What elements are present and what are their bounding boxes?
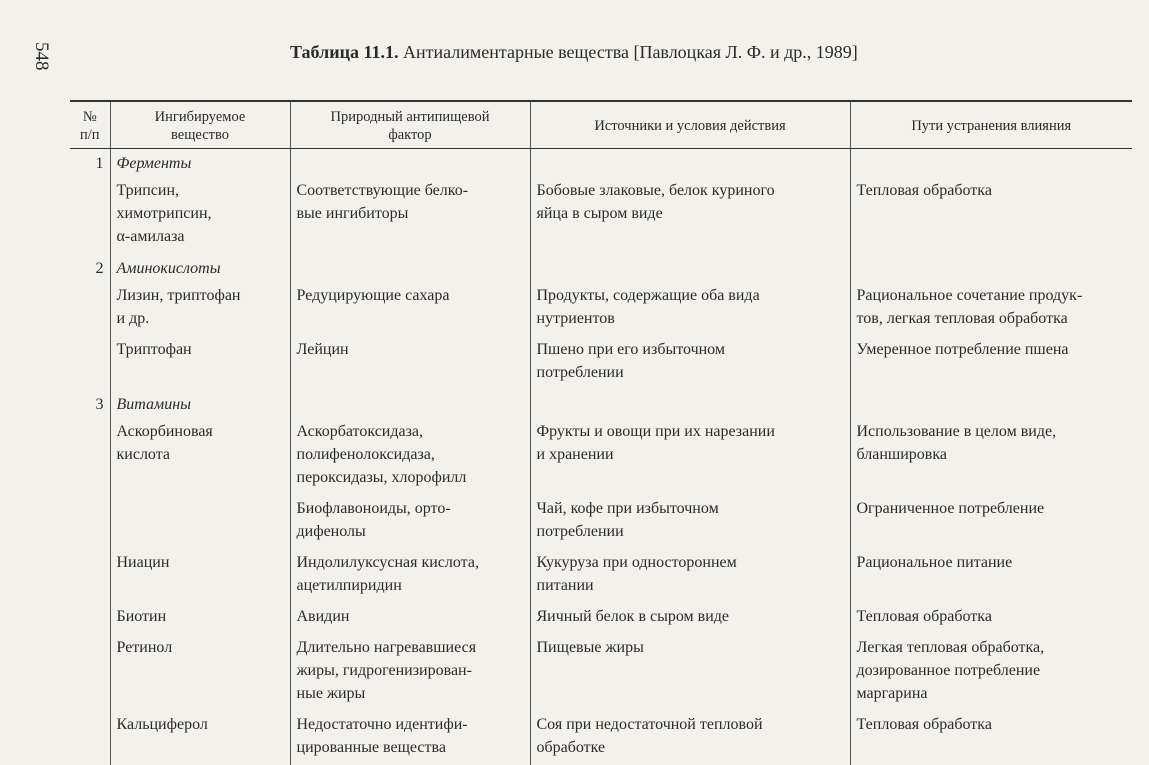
cell-source: Фрукты и овощи при их нарезании и хранении bbox=[530, 418, 850, 495]
cell-source: Пшено при его избыточном потреблении bbox=[530, 336, 850, 390]
empty-cell bbox=[530, 254, 850, 282]
cell-source: Яичный белок в сыром виде bbox=[530, 603, 850, 634]
empty-cell bbox=[70, 418, 110, 495]
empty-cell bbox=[70, 603, 110, 634]
cell-remedy: Ограниченное потребление bbox=[850, 495, 1132, 549]
empty-cell bbox=[290, 149, 530, 178]
group-row bbox=[70, 254, 1132, 282]
cell-remedy: Рациональное питание bbox=[850, 549, 1132, 603]
cell-substance: Кальциферол bbox=[110, 711, 290, 765]
page-number: 548 bbox=[30, 42, 52, 71]
cell-remedy: Рациональное сочетание продук- тов, легкая тепловая обработка bbox=[850, 282, 1132, 336]
table-row bbox=[70, 418, 1132, 495]
cell-substance: Ниацин bbox=[110, 549, 290, 603]
table-row bbox=[70, 634, 1132, 711]
empty-cell bbox=[850, 149, 1132, 178]
empty-cell bbox=[70, 549, 110, 603]
cell-substance bbox=[110, 495, 290, 549]
empty-cell bbox=[850, 390, 1132, 418]
cell-source: Бобовые злаковые, белок куриного яйца в сыром виде bbox=[530, 177, 850, 254]
group-number: 2 bbox=[70, 254, 110, 282]
table-row bbox=[70, 495, 1132, 549]
table-row bbox=[70, 549, 1132, 603]
cell-remedy: Использование в целом виде, бланшировка bbox=[850, 418, 1132, 495]
empty-cell bbox=[290, 390, 530, 418]
empty-cell bbox=[70, 177, 110, 254]
column-header-substance: Ингибируемое вещество bbox=[110, 101, 290, 149]
column-header-source: Источники и условия действия bbox=[530, 101, 850, 149]
column-header-remedy: Пути устранения влияния bbox=[850, 101, 1132, 149]
group-title: Аминокислоты bbox=[110, 254, 290, 282]
empty-cell bbox=[70, 336, 110, 390]
cell-factor: Биофлавоноиды, орто- дифенолы bbox=[290, 495, 530, 549]
cell-factor: Недостаточно идентифи- цированные вещества bbox=[290, 711, 530, 765]
cell-remedy: Легкая тепловая обработка, дозированное потребление маргарина bbox=[850, 634, 1132, 711]
cell-remedy: Тепловая обработка bbox=[850, 603, 1132, 634]
column-header-factor: Природный антипищевой фактор bbox=[290, 101, 530, 149]
group-title: Витамины bbox=[110, 390, 290, 418]
cell-substance: Триптофан bbox=[110, 336, 290, 390]
cell-factor: Индолилуксусная кислота, ацетилпиридин bbox=[290, 549, 530, 603]
table-row bbox=[70, 336, 1132, 390]
cell-substance: Трипсин, химотрипсин, α-амилаза bbox=[110, 177, 290, 254]
cell-source: Кукуруза при одностороннем питании bbox=[530, 549, 850, 603]
cell-factor: Авидин bbox=[290, 603, 530, 634]
empty-cell bbox=[70, 711, 110, 765]
empty-cell bbox=[530, 149, 850, 178]
cell-factor: Аскорбатоксидаза, полифенолоксидаза, пероксидазы, хлорофилл bbox=[290, 418, 530, 495]
cell-substance: Лизин, триптофан и др. bbox=[110, 282, 290, 336]
caption-label: Таблица 11.1. bbox=[290, 42, 398, 62]
table-row bbox=[70, 282, 1132, 336]
cell-source: Чай, кофе при избыточном потреблении bbox=[530, 495, 850, 549]
cell-factor: Соответствующие белко- вые ингибиторы bbox=[290, 177, 530, 254]
table-row bbox=[70, 711, 1132, 765]
group-row bbox=[70, 390, 1132, 418]
cell-remedy: Тепловая обработка bbox=[850, 177, 1132, 254]
empty-cell bbox=[290, 254, 530, 282]
empty-cell bbox=[850, 254, 1132, 282]
cell-substance: Аскорбиновая кислота bbox=[110, 418, 290, 495]
caption-text: Антиалиментарные вещества [Павлоцкая Л. Ф. и др., 1989] bbox=[403, 42, 858, 62]
empty-cell bbox=[70, 495, 110, 549]
group-row bbox=[70, 149, 1132, 178]
table-body bbox=[70, 149, 1132, 765]
column-header-number: № п/п bbox=[70, 101, 110, 149]
cell-source: Продукты, содержащие оба вида нутриентов bbox=[530, 282, 850, 336]
empty-cell bbox=[70, 634, 110, 711]
table-row bbox=[70, 603, 1132, 634]
table-caption bbox=[290, 42, 858, 63]
cell-substance: Ретинол bbox=[110, 634, 290, 711]
cell-factor: Лейцин bbox=[290, 336, 530, 390]
group-number: 3 bbox=[70, 390, 110, 418]
group-title: Ферменты bbox=[110, 149, 290, 178]
cell-source: Пищевые жиры bbox=[530, 634, 850, 711]
group-number: 1 bbox=[70, 149, 110, 178]
cell-remedy: Тепловая обработка bbox=[850, 711, 1132, 765]
cell-remedy: Умеренное потребление пшена bbox=[850, 336, 1132, 390]
antialimentary-table bbox=[70, 100, 1132, 765]
cell-source: Соя при недостаточной тепловой обработке bbox=[530, 711, 850, 765]
cell-substance: Биотин bbox=[110, 603, 290, 634]
cell-factor: Длительно нагревавшиеся жиры, гидрогенизирован- ные жиры bbox=[290, 634, 530, 711]
empty-cell bbox=[70, 282, 110, 336]
table-row bbox=[70, 177, 1132, 254]
cell-factor: Редуцирующие сахара bbox=[290, 282, 530, 336]
table-header-row bbox=[70, 101, 1132, 149]
empty-cell bbox=[530, 390, 850, 418]
